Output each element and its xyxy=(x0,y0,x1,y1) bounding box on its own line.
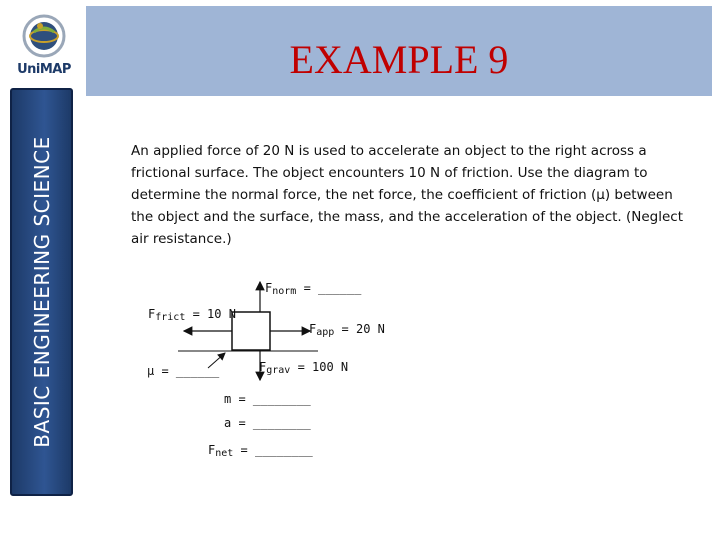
slide-title: EXAMPLE 9 xyxy=(289,37,509,82)
net-force-label: $F_{net}$ = ________ xyxy=(208,443,313,459)
problem-statement: An applied force of 20 N is used to accelerate an object to the right across a frictional surface. The object encounters 10 N of friction. Use the diagram to determine the normal force, the net force, the coefficient of friction (μ) between the object and the surface, the mass, and the acceleration of the object. (Neglect air resistance.) xyxy=(131,143,684,247)
mu-label: μ = ______ xyxy=(147,364,220,378)
object-box xyxy=(232,312,270,350)
logo-wordmark: UniMAP xyxy=(17,62,71,77)
friction-force-label: $F_{frict} = 10$ N xyxy=(148,307,236,323)
course-title: BASIC ENGINEERING SCIENCE xyxy=(29,136,54,448)
applied-force-label: $F_{app} = 20$ N xyxy=(309,322,385,338)
gravity-force-label: $F_{grav} = 100$ N xyxy=(259,360,349,376)
acceleration-label: a = ________ xyxy=(224,416,311,430)
mass-label: m = ________ xyxy=(224,392,311,406)
normal-force-label: $F_{norm}$ = ______ xyxy=(265,281,362,297)
